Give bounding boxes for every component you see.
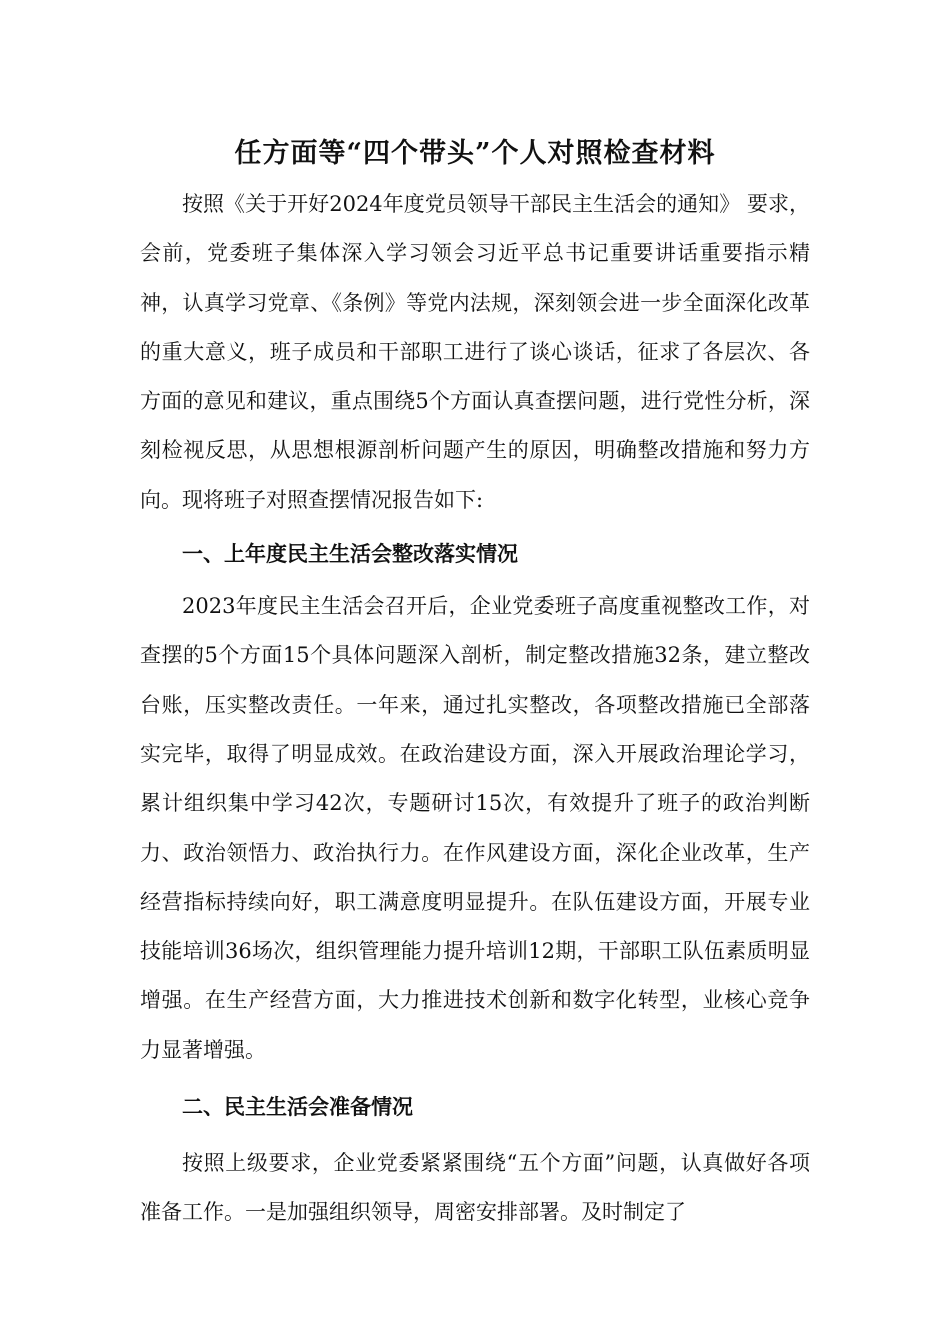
section-2-paragraph: 按照上级要求，企业党委紧紧围绕“五个方面”问题，认真做好各项准备工作。一是加强组织领导，周密安排部署。及时制定了 — [140, 1151, 810, 1225]
section-2-heading: 二、民主生活会准备情况 — [182, 1094, 413, 1120]
section-1-heading: 一、上年度民主生活会整改落实情况 — [182, 541, 518, 567]
document-title: 任方面等“四个带头”个人对照检查材料 — [234, 138, 716, 169]
document-body — [140, 180, 810, 1238]
intro-paragraph: 按照《关于开好2024年度党员领导干部民主生活会的通知》 要求，会前，党委班子集体深入学习领会习近平总书记重要讲话重要指示精神，认真学习党章、《条例》等党内法规，深刻领会进一步全面深化改革的重大意义，班子成员和干部职工进行了谈心谈话，征求了各层次、各方面的意见和建议，重点围绕5个方面认真查摆问题，进行党性分析，深刻检视反思，从思想根源剖析问题产生的原因，明确整改措施和努力方向。现将班子对照查摆情况报告如下: — [140, 192, 810, 512]
section-1-paragraph: 2023年度民主生活会召开后，企业党委班子高度重视整改工作，对查摆的5个方面15个具体问题深入剖析，制定整改措施32条，建立整改台账，压实整改责任。一年来，通过扎实整改，各项整改措施已全部落实完毕，取得了明显成效。在政治建设方面，深入开展政治理论学习，累计组织集中学习42次，专题研讨15次，有效提升了班子的政治判断力、政治领悟力、政治执行力。在作风建设方面，深化企业改革，生产经营指标持续向好，职工满意度明显提升。在队伍建设方面，开展专业技能培训36场次，组织管理能力提升培训12期，干部职工队伍素质明显增强。在生产经营方面，大力推进技术创新和数字化转型，业核心竞争力显著增强。 — [140, 594, 810, 1062]
